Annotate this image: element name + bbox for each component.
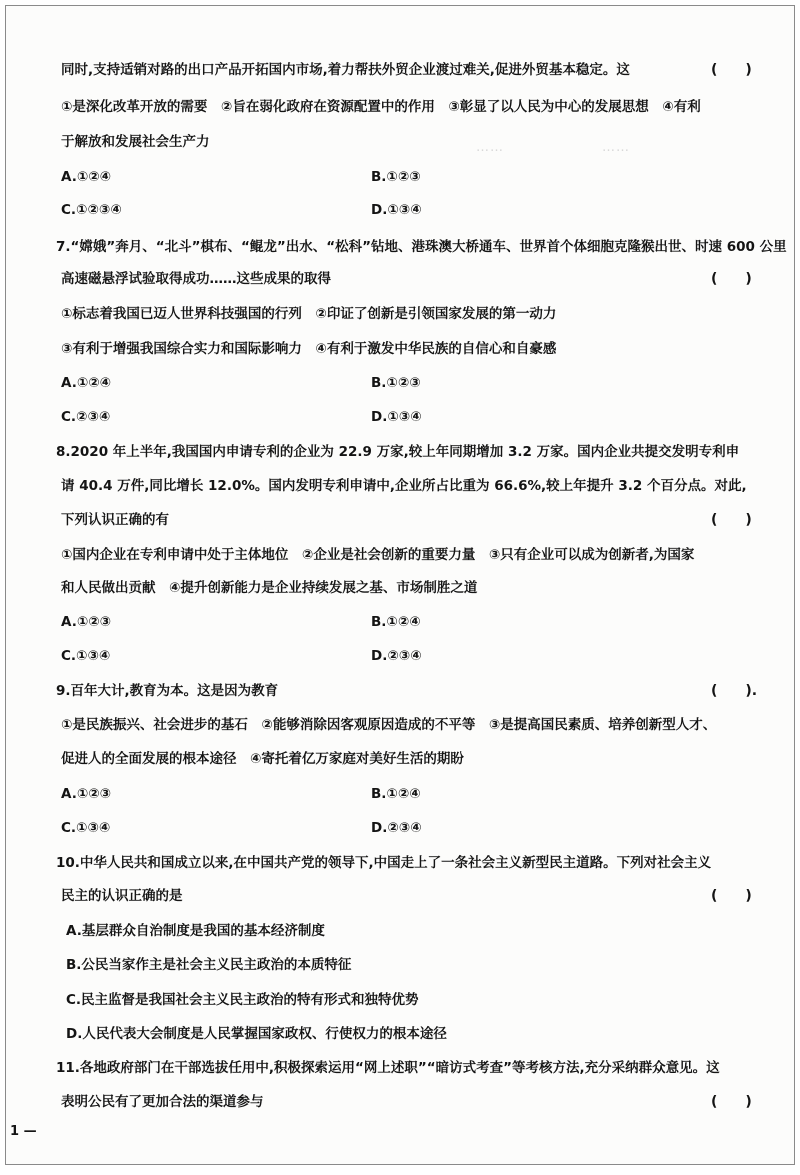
bleed-through-text: …… …… [476,140,631,155]
q7-answer-blank[interactable]: ( ) [711,271,752,287]
exam-page [5,5,795,1165]
q9-option-c[interactable]: C.①③④ [61,820,111,836]
q9-statements-line1: ①是民族振兴、社会进步的基石 ②能够消除因客观原因造成的不平等 ③是提高国民素质、培养创新型人才、 [61,717,717,733]
q11-stem-line2: 表明公民有了更加合法的渠道参与 [61,1094,264,1110]
q7-option-d[interactable]: D.①③④ [371,409,422,425]
q10-stem-line1: 10.中华人民共和国成立以来,在中国共产党的领导下,中国走上了一条社会主义新型民主道路。下列对社会主义 [56,855,712,871]
q10-answer-blank[interactable]: ( ) [711,888,752,904]
q6-answer-blank[interactable]: ( ) [711,62,752,78]
q8-stem-line2: 请 40.4 万件,同比增长 12.0%。国内发明专利申请中,企业所占比重为 66.6%,较上年提升 3.2 个百分点。对此, [61,478,747,494]
q6-option-c[interactable]: C.①②③④ [61,202,122,218]
q6-statements-line2: 于解放和发展社会生产力 [61,134,210,150]
page-number-mark: 1 — [10,1124,37,1139]
q6-option-a[interactable]: A.①②④ [61,169,112,185]
q9-option-d[interactable]: D.②③④ [371,820,422,836]
q9-statements-line2: 促进人的全面发展的根本途径 ④寄托着亿万家庭对美好生活的期盼 [61,751,464,767]
q8-option-b[interactable]: B.①②④ [371,614,421,630]
q9-option-b[interactable]: B.①②④ [371,786,421,802]
q7-statements-line2: ③有利于增强我国综合实力和国际影响力 ④有利于激发中华民族的自信心和自豪感 [61,341,557,357]
q10-option-c[interactable]: C.民主监督是我国社会主义民主政治的特有形式和独特优势 [66,992,419,1008]
q9-answer-blank[interactable]: ( ). [711,683,758,699]
q8-stem-line3: 下列认识正确的有 [61,512,169,528]
q6-option-b[interactable]: B.①②③ [371,169,421,185]
q11-answer-blank[interactable]: ( ) [711,1094,752,1110]
q9-option-a[interactable]: A.①②③ [61,786,112,802]
bleed-through-text [426,274,552,293]
q7-option-b[interactable]: B.①②③ [371,375,421,391]
q8-answer-blank[interactable]: ( ) [711,512,752,528]
q8-option-c[interactable]: C.①③④ [61,648,111,664]
q6-option-d[interactable]: D.①③④ [371,202,422,218]
q9-stem: 9.百年大计,教育为本。这是因为教育 [56,683,279,699]
q7-option-c[interactable]: C.②③④ [61,409,111,425]
q10-option-a[interactable]: A.基层群众自治制度是我国的基本经济制度 [66,923,325,939]
q10-stem-line2: 民主的认识正确的是 [61,888,183,904]
q8-statements-line1: ①国内企业在专利申请中处于主体地位 ②企业是社会创新的重要力量 ③只有企业可以成为创新者,为国家 [61,547,695,563]
q7-statements-line1: ①标志着我国已迈人世界科技强国的行列 ②印证了创新是引领国家发展的第一动力 [61,306,557,322]
q8-option-a[interactable]: A.①②③ [61,614,112,630]
q10-option-d[interactable]: D.人民代表大会制度是人民掌握国家政权、行使权力的根本途径 [66,1026,447,1042]
bleed-through-text [186,376,466,395]
q8-stem-line1: 8.2020 年上半年,我国国内申请专利的企业为 22.9 万家,较上年同期增加 3.2 万家。国内企业共提交发明专利申 [56,444,740,460]
q6-statements-line1: ①是深化改革开放的需要 ②旨在弱化政府在资源配置中的作用 ③彰显了以人民为中心的发展思想 ④有利 [61,99,701,115]
q7-stem-line2: 高速磁悬浮试验取得成功……这些成果的取得 [61,271,331,287]
q10-option-b[interactable]: B.公民当家作主是社会主义民主政治的本质特征 [66,957,352,973]
q8-option-d[interactable]: D.②③④ [371,648,422,664]
q7-stem-line1: 7.“嫦娥”奔月、“北斗”棋布、“鲲龙”出水、“松科”钻地、港珠澳大桥通车、世界首个体细胞克隆猴出世、时速 600 公里 [56,239,787,255]
q8-statements-line2: 和人民做出贡献 ④提升创新能力是企业持续发展之基、市场制胜之道 [61,580,478,596]
q7-option-a[interactable]: A.①②④ [61,375,112,391]
q11-stem-line1: 11.各地政府部门在干部选拔任用中,积极探索运用“网上述职”“暗访式考查”等考核方法,充分采纳群众意见。这 [56,1060,720,1076]
q6-stem-tail: 同时,支持适销对路的出口产品开拓国内市场,着力帮扶外贸企业渡过难关,促进外贸基本稳定。这 [61,62,630,78]
